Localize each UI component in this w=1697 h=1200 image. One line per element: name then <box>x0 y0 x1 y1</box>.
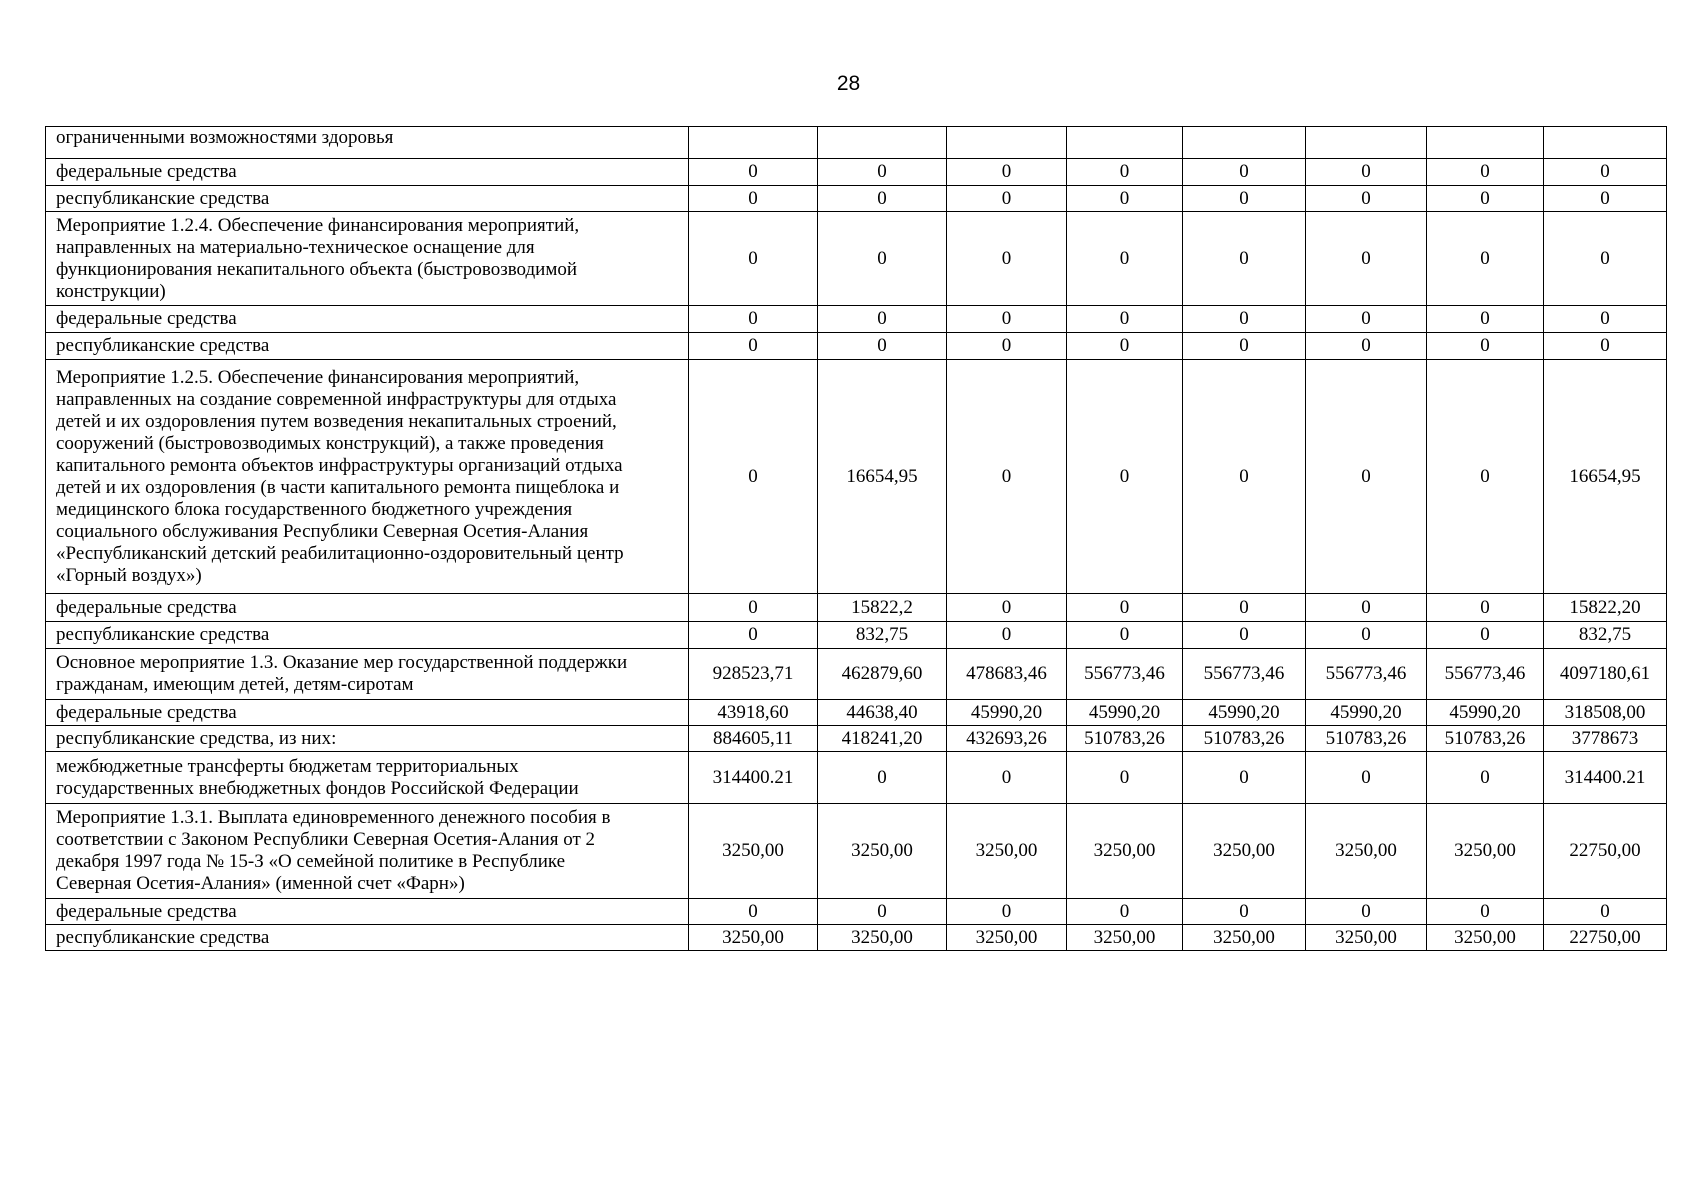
value-cell: 44638,40 <box>818 700 947 726</box>
value-cell: 45990,20 <box>1067 700 1183 726</box>
value-cell: 3250,00 <box>1067 925 1183 951</box>
value-cell <box>1306 127 1427 159</box>
value-cell: 0 <box>818 899 947 925</box>
value-cell: 314400.21 <box>1544 752 1667 804</box>
value-cell: 0 <box>1544 212 1667 306</box>
page-number: 28 <box>836 72 861 95</box>
value-cell: 510783,26 <box>1306 726 1427 752</box>
value-cell: 556773,46 <box>1306 649 1427 700</box>
row-label: межбюджетные трансферты бюджетам территориальных государственных внебюджетных фондов Российской Федерации <box>46 752 689 804</box>
value-cell: 0 <box>689 360 818 594</box>
table-row <box>46 333 1667 360</box>
value-cell: 0 <box>1306 360 1427 594</box>
value-cell: 0 <box>818 752 947 804</box>
value-cell: 3250,00 <box>1427 925 1544 951</box>
value-cell: 3250,00 <box>1306 925 1427 951</box>
value-cell: 0 <box>1067 752 1183 804</box>
value-cell: 0 <box>1067 159 1183 186</box>
row-label: федеральные средства <box>46 159 689 186</box>
value-cell: 0 <box>689 159 818 186</box>
value-cell: 432693,26 <box>947 726 1067 752</box>
value-cell: 45990,20 <box>1306 700 1427 726</box>
value-cell: 0 <box>1427 306 1544 333</box>
value-cell: 0 <box>947 594 1067 622</box>
value-cell: 0 <box>1427 360 1544 594</box>
table-row <box>46 127 1667 159</box>
row-label: Мероприятие 1.2.5. Обеспечение финансирования мероприятий, направленных на создание современной инфраструктуры для отдыха детей и их оздоровления путем возведения некапитальных строений, сооружений (быстровозводимых конструкций), а также проведения капитального ремонта объектов инфраструктуры организаций отдыха детей и их оздоровления (в части капитального ремонта пищеблока и медицинского блока государственного бюджетного учреждения социального обслуживания Республики Северная Осетия-Алания «Республиканский детский реабилитационно-оздоровительный центр «Горный воздух») <box>46 360 689 594</box>
value-cell: 0 <box>1306 622 1427 649</box>
value-cell: 22750,00 <box>1544 804 1667 899</box>
value-cell: 43918,60 <box>689 700 818 726</box>
value-cell <box>1183 127 1306 159</box>
value-cell <box>947 127 1067 159</box>
value-cell: 0 <box>1544 333 1667 360</box>
value-cell: 0 <box>1067 622 1183 649</box>
table-row <box>46 752 1667 804</box>
table-row <box>46 306 1667 333</box>
value-cell: 0 <box>1067 360 1183 594</box>
value-cell: 0 <box>1067 899 1183 925</box>
value-cell: 0 <box>1427 899 1544 925</box>
value-cell: 0 <box>947 212 1067 306</box>
value-cell: 0 <box>689 899 818 925</box>
value-cell: 22750,00 <box>1544 925 1667 951</box>
table-row <box>46 186 1667 212</box>
value-cell: 3250,00 <box>818 804 947 899</box>
budget-table-body <box>46 127 1667 951</box>
value-cell: 0 <box>947 622 1067 649</box>
value-cell: 928523,71 <box>689 649 818 700</box>
row-label: федеральные средства <box>46 899 689 925</box>
value-cell: 556773,46 <box>1427 649 1544 700</box>
value-cell: 0 <box>1544 159 1667 186</box>
value-cell: 0 <box>1183 159 1306 186</box>
value-cell: 462879,60 <box>818 649 947 700</box>
value-cell: 318508,00 <box>1544 700 1667 726</box>
row-label: республиканские средства, из них: <box>46 726 689 752</box>
row-label: федеральные средства <box>46 306 689 333</box>
value-cell: 0 <box>1183 212 1306 306</box>
value-cell: 3250,00 <box>1427 804 1544 899</box>
value-cell: 0 <box>1183 186 1306 212</box>
value-cell: 16654,95 <box>1544 360 1667 594</box>
row-label: ограниченными возможностями здоровья <box>46 127 689 159</box>
value-cell: 3250,00 <box>818 925 947 951</box>
value-cell: 0 <box>1306 159 1427 186</box>
value-cell: 0 <box>1427 333 1544 360</box>
value-cell: 0 <box>1306 899 1427 925</box>
value-cell: 0 <box>1183 360 1306 594</box>
value-cell: 0 <box>1427 212 1544 306</box>
value-cell: 0 <box>689 306 818 333</box>
table-row <box>46 804 1667 899</box>
value-cell: 832,75 <box>818 622 947 649</box>
value-cell: 3250,00 <box>947 804 1067 899</box>
value-cell: 3250,00 <box>689 804 818 899</box>
value-cell: 0 <box>1183 306 1306 333</box>
value-cell: 478683,46 <box>947 649 1067 700</box>
table-row <box>46 700 1667 726</box>
value-cell: 3250,00 <box>689 925 818 951</box>
value-cell: 3778673 <box>1544 726 1667 752</box>
value-cell: 0 <box>1544 306 1667 333</box>
value-cell: 3250,00 <box>1183 925 1306 951</box>
value-cell: 0 <box>1067 212 1183 306</box>
value-cell: 832,75 <box>1544 622 1667 649</box>
value-cell: 510783,26 <box>1183 726 1306 752</box>
value-cell: 0 <box>947 899 1067 925</box>
value-cell: 0 <box>947 333 1067 360</box>
value-cell: 0 <box>689 186 818 212</box>
value-cell: 0 <box>1067 306 1183 333</box>
value-cell: 556773,46 <box>1183 649 1306 700</box>
value-cell: 15822,2 <box>818 594 947 622</box>
value-cell: 0 <box>1427 622 1544 649</box>
value-cell: 0 <box>1183 899 1306 925</box>
value-cell: 16654,95 <box>818 360 947 594</box>
value-cell: 0 <box>1306 306 1427 333</box>
value-cell: 0 <box>818 159 947 186</box>
value-cell: 3250,00 <box>1067 804 1183 899</box>
row-label: Основное мероприятие 1.3. Оказание мер государственной поддержки гражданам, имеющим детей, детям-сиротам <box>46 649 689 700</box>
value-cell: 0 <box>1067 594 1183 622</box>
table-row <box>46 899 1667 925</box>
value-cell: 0 <box>818 186 947 212</box>
value-cell: 0 <box>1183 333 1306 360</box>
row-label: федеральные средства <box>46 700 689 726</box>
row-label: Мероприятие 1.2.4. Обеспечение финансирования мероприятий, направленных на материально-техническое оснащение для функционирования некапитального объекта (быстровозводимой конструкции) <box>46 212 689 306</box>
value-cell: 0 <box>689 594 818 622</box>
row-label: республиканские средства <box>46 186 689 212</box>
value-cell: 0 <box>1306 212 1427 306</box>
value-cell: 0 <box>818 306 947 333</box>
row-label: федеральные средства <box>46 594 689 622</box>
value-cell: 510783,26 <box>1067 726 1183 752</box>
row-label: республиканские средства <box>46 622 689 649</box>
value-cell <box>1427 127 1544 159</box>
table-row <box>46 212 1667 306</box>
table-row <box>46 925 1667 951</box>
value-cell: 0 <box>689 212 818 306</box>
table-row <box>46 159 1667 186</box>
value-cell: 0 <box>1306 186 1427 212</box>
value-cell <box>689 127 818 159</box>
value-cell: 0 <box>947 752 1067 804</box>
value-cell: 0 <box>818 212 947 306</box>
row-label: Мероприятие 1.3.1. Выплата единовременного денежного пособия в соответствии с Законом Республики Северная Осетия-Алания от 2 декабря 1997 года № 15-З «О семейной политике в Республике Северная Осетия-Алания» (именной счет «Фарн») <box>46 804 689 899</box>
table-row <box>46 360 1667 594</box>
value-cell: 418241,20 <box>818 726 947 752</box>
value-cell: 0 <box>1306 594 1427 622</box>
value-cell: 0 <box>1544 186 1667 212</box>
value-cell: 0 <box>1427 159 1544 186</box>
value-cell: 0 <box>1183 622 1306 649</box>
value-cell: 0 <box>818 333 947 360</box>
value-cell <box>1544 127 1667 159</box>
value-cell: 0 <box>947 159 1067 186</box>
value-cell <box>818 127 947 159</box>
budget-table <box>45 126 1667 951</box>
value-cell: 0 <box>1306 333 1427 360</box>
value-cell: 0 <box>1067 186 1183 212</box>
value-cell: 0 <box>1427 186 1544 212</box>
value-cell: 0 <box>689 622 818 649</box>
table-row <box>46 649 1667 700</box>
value-cell: 15822,20 <box>1544 594 1667 622</box>
table-row <box>46 726 1667 752</box>
value-cell: 3250,00 <box>1306 804 1427 899</box>
value-cell: 884605,11 <box>689 726 818 752</box>
value-cell: 45990,20 <box>947 700 1067 726</box>
value-cell: 0 <box>1067 333 1183 360</box>
value-cell: 0 <box>689 333 818 360</box>
value-cell: 314400.21 <box>689 752 818 804</box>
row-label: республиканские средства <box>46 925 689 951</box>
table-row <box>46 594 1667 622</box>
value-cell: 556773,46 <box>1067 649 1183 700</box>
value-cell: 0 <box>1306 752 1427 804</box>
value-cell: 0 <box>1183 594 1306 622</box>
value-cell <box>1067 127 1183 159</box>
value-cell: 510783,26 <box>1427 726 1544 752</box>
value-cell: 0 <box>1183 752 1306 804</box>
value-cell: 0 <box>1427 752 1544 804</box>
value-cell: 3250,00 <box>1183 804 1306 899</box>
row-label: республиканские средства <box>46 333 689 360</box>
value-cell: 0 <box>1544 899 1667 925</box>
value-cell: 0 <box>947 186 1067 212</box>
value-cell: 45990,20 <box>1427 700 1544 726</box>
value-cell: 3250,00 <box>947 925 1067 951</box>
value-cell: 4097180,61 <box>1544 649 1667 700</box>
table-row <box>46 622 1667 649</box>
value-cell: 0 <box>947 306 1067 333</box>
value-cell: 0 <box>1427 594 1544 622</box>
value-cell: 0 <box>947 360 1067 594</box>
value-cell: 45990,20 <box>1183 700 1306 726</box>
